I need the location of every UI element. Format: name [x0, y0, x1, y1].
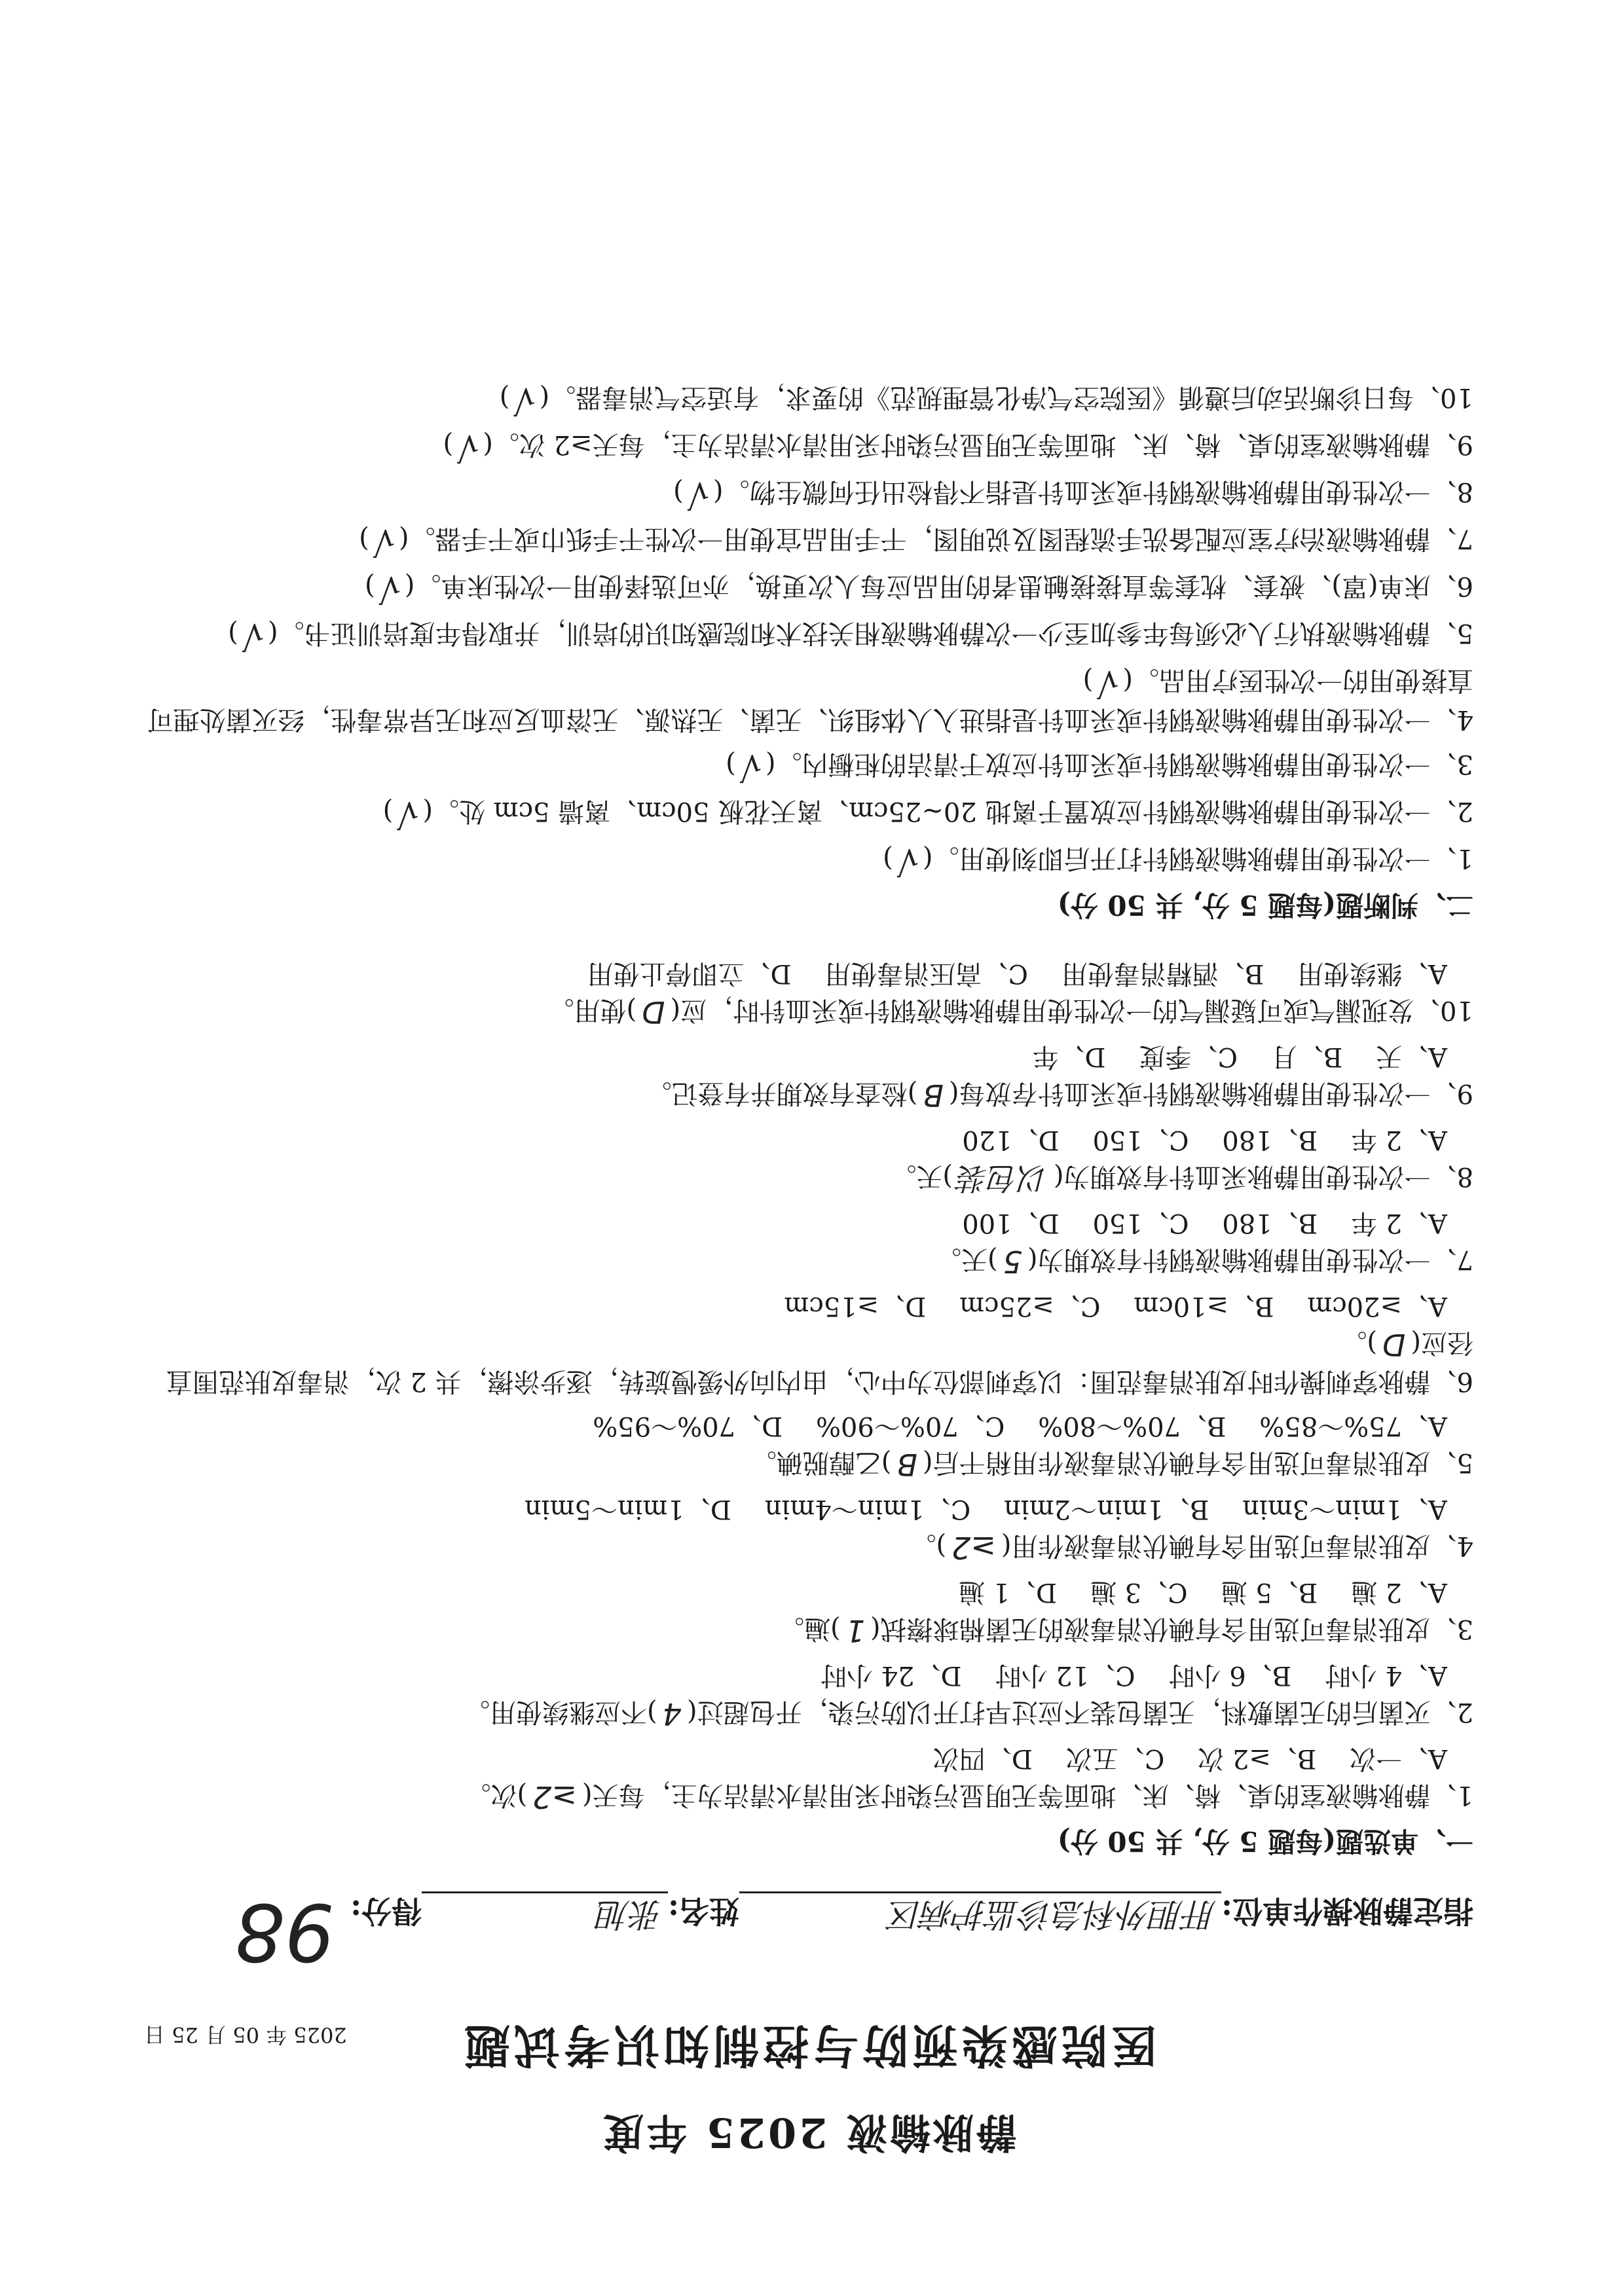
- judgment-item: [144, 379, 1473, 418]
- check-mark[interactable]: √: [1097, 663, 1119, 702]
- judgment-item: [144, 793, 1473, 832]
- question-options: A、一次 B、≥2 次 C、五次 D、四次: [932, 1743, 1447, 1774]
- question-item: [144, 1324, 1473, 1400]
- handwritten-answer[interactable]: D: [1382, 1327, 1406, 1362]
- exam-content: [144, 379, 1473, 2165]
- judgment-text: 5、静脉输液执行人必须每年参加至少一次静脉输液相关技术和院感知识的培训，并取得年度培训证书。(: [267, 618, 1473, 648]
- judgment-item: [144, 568, 1473, 607]
- judgment-text: 10、每日诊断活动后遵循《医院空气净化管理规范》的要求，有适空气消毒器。(: [539, 382, 1473, 412]
- question-item: [144, 1075, 1473, 1114]
- question-options: A、天 B、月 C、季度 D、年: [1032, 1042, 1447, 1072]
- question-options: A、4 小时 B、6 小时 C、12 小时 D、24 小时: [820, 1660, 1447, 1690]
- question-options: A、75%～85% B、70%～80% C、70%～90% D、70%～95%: [593, 1411, 1447, 1441]
- question-text-tail: )。: [910, 1531, 947, 1561]
- question-text-tail: )。: [1340, 1328, 1377, 1358]
- judgment-text-tail: ): [359, 524, 369, 554]
- question-text: 10、发现漏气或可疑漏气的一次性使用静脉输液钢针或采血针时，应(: [670, 995, 1473, 1025]
- judgment-text: 7、静脉输液治疗室应配备洗手流程图及说明图，干手用品宜使用一次性干手纸巾或干手器。(: [398, 524, 1473, 554]
- handwritten-answer[interactable]: ≥2: [532, 1779, 577, 1815]
- handwritten-answer[interactable]: 5: [1003, 1244, 1022, 1279]
- judgment-text-tail: ): [883, 843, 893, 873]
- question-text: 2、灭菌后的无菌敷料，无菌包装不应过早打开以防污染，开包超过(: [686, 1697, 1473, 1727]
- check-mark[interactable]: √: [513, 380, 536, 420]
- question-options: A、2 年 B、180 C、150 D、120: [962, 1125, 1447, 1155]
- judgment-item: [144, 615, 1473, 654]
- title-line2: [144, 2016, 1473, 2082]
- handwritten-answer[interactable]: 1: [845, 1613, 865, 1649]
- question-text-tail: )检查有效期并有登记。: [645, 1078, 918, 1108]
- title-line1: 静脉输液 2025 年度: [600, 2109, 1017, 2157]
- question-text: 4、皮肤消毒可选用含有碘伏消毒液作用(: [1001, 1531, 1473, 1561]
- section2-questions: [144, 379, 1473, 879]
- judgment-item: [144, 473, 1473, 513]
- question-item: [144, 1158, 1473, 1197]
- question-options: A、2 遍 B、5 遍 C、3 遍 D、1 遍: [958, 1577, 1447, 1607]
- question-text-tail: )使用。: [547, 995, 637, 1025]
- judgment-text-tail: ): [228, 618, 238, 648]
- question-text: 9、一次性使用静脉输液钢针或采血针存放每(: [948, 1078, 1473, 1108]
- question-options: A、1min～3min B、1min～2min C、1min～4min D、1min～5min: [524, 1494, 1447, 1524]
- question-text: 6、静脉穿刺操作时皮肤消毒范围：以穿刺部位为中心，由内向外缓慢旋转，逐步涂擦，共 2 次，消毒皮肤范围直径应(: [166, 1328, 1473, 1396]
- judgment-text-tail: ): [673, 477, 684, 507]
- judgment-text: 6、床单(罩)、被套、枕套等直接接触患者的用品应每人次更换，亦可选择使用一次性床单。(: [404, 571, 1473, 601]
- question-item: [144, 1527, 1473, 1566]
- handwritten-answer[interactable]: ≥2: [951, 1530, 996, 1565]
- question-text-tail: )不应继续使用。: [464, 1697, 657, 1727]
- question-options: A、2 年 B、180 C、150 D、100: [962, 1208, 1447, 1238]
- unit-field[interactable]: 肝胆外科急诊监护病区: [739, 1891, 1221, 1941]
- judgment-item: [144, 746, 1473, 785]
- handwritten-answer[interactable]: B: [923, 1078, 944, 1113]
- check-mark[interactable]: √: [739, 747, 762, 786]
- score-label: 得分:: [350, 1893, 422, 1929]
- judgment-text-tail: ): [726, 749, 736, 779]
- question-text-tail: )遍。: [778, 1614, 841, 1644]
- question-text-tail: )天。: [890, 1161, 953, 1192]
- judgment-text: 4、一次性使用静脉输液钢针或采血针是指进入人体组织、无菌、无热源、无溶血反应和无异常毒性，经灭菌处理可直接使用的一次性医疗用品。(: [147, 665, 1473, 735]
- check-mark[interactable]: √: [242, 616, 264, 655]
- judgment-text: 2、一次性使用静脉输液钢针应放置于离地 20~25cm、离天花板 50cm、离墙 5cm 处。(: [422, 796, 1473, 826]
- handwritten-answer[interactable]: 以包装: [957, 1161, 1048, 1196]
- unit-label: 指定静脉操作单位:: [1221, 1893, 1473, 1929]
- name-field[interactable]: 张旭: [422, 1891, 668, 1941]
- judgment-text-tail: ): [382, 796, 394, 826]
- judgment-item: [144, 426, 1473, 465]
- check-mark[interactable]: √: [373, 522, 395, 561]
- exam-date: 2025 年 05 月 25 日: [144, 2022, 347, 2047]
- check-mark[interactable]: √: [896, 841, 919, 881]
- question-item: [144, 1694, 1473, 1732]
- check-mark[interactable]: √: [378, 569, 401, 608]
- question-text: 5、皮肤消毒可选用含有碘伏消毒液作用稍干后(: [922, 1448, 1473, 1478]
- question-text-tail: )次。: [464, 1780, 528, 1810]
- judgment-text-tail: ): [443, 429, 454, 460]
- judgment-text-tail: ): [499, 382, 510, 412]
- section1-questions: [144, 955, 1473, 1815]
- judgment-text: 3、一次性使用静脉输液钢针或采血针应放于清洁的柜橱内。(: [765, 749, 1473, 779]
- question-item: [144, 1241, 1473, 1280]
- section1-title: 一、单选题(每题 5 分, 共 50 分): [1057, 1825, 1473, 1857]
- handwritten-answer[interactable]: B: [896, 1447, 917, 1482]
- question-item: [144, 1611, 1473, 1649]
- judgment-text: 8、一次性使用静脉输液钢针或采血针是指不得检出任何微生物。(: [712, 477, 1473, 507]
- handwritten-answer[interactable]: 4: [662, 1696, 682, 1732]
- judgment-text-tail: ): [1082, 665, 1094, 695]
- judgment-item: [144, 662, 1473, 738]
- question-options: A、继续使用 B、酒精消毒使用 C、高压消毒使用 D、立即停止使用: [587, 958, 1447, 989]
- question-text: 3、皮肤消毒可选用含有碘伏消毒液的无菌棉球擦拭(: [870, 1614, 1473, 1644]
- check-mark[interactable]: √: [397, 794, 419, 833]
- judgment-text: 1、一次性使用静脉输液钢针打开后即刻使用。(: [922, 843, 1473, 873]
- check-mark[interactable]: √: [687, 475, 709, 514]
- handwritten-answer[interactable]: D: [642, 994, 665, 1030]
- judgment-text-tail: ): [364, 571, 375, 601]
- check-mark[interactable]: √: [457, 428, 479, 467]
- section2-title: 二、判断题(每题 5 分, 共 50 分): [1057, 889, 1473, 921]
- exam-title: 医院感染预防与控制知识考试题: [460, 2018, 1157, 2073]
- judgment-item: [144, 520, 1473, 560]
- question-text: 7、一次性使用静脉输液钢针有效期为(: [1027, 1245, 1473, 1275]
- info-row: [144, 1886, 1473, 1977]
- judgment-item: [144, 840, 1473, 879]
- question-item: [144, 1444, 1473, 1483]
- question-text: 8、一次性使用静脉采血针有效期为(: [1053, 1161, 1473, 1192]
- name-label: 姓名:: [668, 1893, 740, 1929]
- score-value: 98: [234, 1886, 335, 1977]
- question-text-tail: )天。: [935, 1245, 998, 1275]
- question-item: [144, 992, 1473, 1030]
- question-text: 1、静脉输液室的桌、椅、床、地面等无明显污染时采用清水清洁为主，每天(: [581, 1780, 1473, 1810]
- question-options: A、≥20cm B、≥10cm C、≥25cm D、≥15cm: [784, 1291, 1447, 1321]
- question-item: [144, 1777, 1473, 1815]
- judgment-text: 9、静脉输液室的桌、椅、床、地面等无明显污染时采用清水清洁为主，每天≥2 次。(: [483, 429, 1473, 460]
- question-text-tail: )乙醇脱碘。: [750, 1448, 892, 1478]
